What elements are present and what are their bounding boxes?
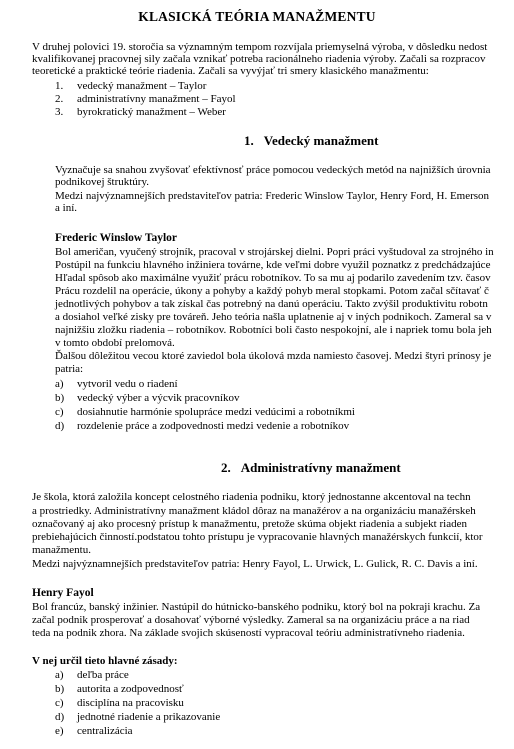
list-item: c) disciplína na pracovisku: [55, 697, 184, 709]
section-paragraph-line: Je škola, ktorá založila koncept celostného riadenia podniku, ktorý jednostanne akcentoval na techn: [32, 491, 471, 503]
bio-line: najnižšiu zložku riadenia – robotníkov. Robotníci boli často nespokojní, ale i napriek tomu bola jeh: [55, 324, 492, 336]
section-paragraph-line: Medzi najvýznamnejších predstaviteľov patria: Frederic Winslow Taylor, Henry Ford, H. Emerson: [55, 190, 490, 202]
list-item: b) vedecký výber a výcvik pracovníkov: [55, 392, 240, 404]
section-paragraph-line: podnikovej štruktúry.: [55, 176, 149, 188]
section-paragraph-line: Vyznačuje sa snahou zvyšovať efektívnosť práce pomocou vedeckých metód na najnižších úrovnia: [55, 164, 491, 176]
bio-line: začal podnik prosperovať a dosahovať výborné výsledky. Zameral sa na organizáciu práce a na riad: [32, 614, 470, 626]
bio-line: Prácu rozdelil na operácie, úkony a pohyby a každý pohyb meral stopkami. Potom začal sčítavať č: [55, 285, 489, 297]
person-heading: Henry Fayol: [32, 587, 94, 599]
section-paragraph-line: označovaný aj ako procesný prístup k manažmentu, pretože skúma objekt riadenia a subjekt riaden: [32, 518, 467, 530]
intro-line: V druhej polovici 19. storočia sa významným tempom rozvíjala priemyselná výroba, v dôsledku nedost: [32, 41, 488, 53]
person-heading: Frederic Winslow Taylor: [55, 232, 178, 244]
bio-line: Postúpil na funkciu hlavného inžiniera továrne, kde veľmi dobre využil poznatkz z predchádzajúce: [55, 259, 491, 271]
intro-list-item: 1. vedecký manažment – Taylor: [55, 80, 207, 92]
section-paragraph-line: Medzi najvýznamnejších predstaviteľov patria: Henry Fayol, L. Urwick, L. Gulick, R. C. Davis a iní.: [32, 558, 478, 570]
section-paragraph-line: a iní.: [55, 202, 77, 214]
section-paragraph-line: prebiehajúcich činností.podstatou tohto prístupu je vypracovanie hlavných manažérskych funkcií, ktor: [32, 531, 483, 543]
list-item: a) vytvoril vedu o riadení: [55, 378, 178, 390]
bio-line: patria:: [55, 363, 84, 375]
bio-line: Hľadal spôsob ako maximálne využiť prácu robotníkov. To sa mu aj podarilo zavedením tzv. časov: [55, 272, 491, 284]
section-heading: 2. Administratívny manažment: [221, 460, 401, 475]
bio-line: a dosiahol veľké zisky pre továreň. Jeho teória našla uplatnenie aj v iných podnikoch. Zameral sa v: [55, 311, 492, 323]
intro-list-item: 2. administratívny manažment – Fayol: [55, 93, 236, 105]
bio-line: Ďalšou dôležitou vecou ktoré zaviedol bola úkolová mzda namiesto časovej. Medzi štyri prínosy je: [55, 350, 492, 362]
bio-line: Bol američan, vyučený strojník, pracoval v strojárskej dielni. Popri práci vyštudoval za strojného in: [55, 246, 494, 258]
section-paragraph-line: manažmentu.: [32, 544, 91, 556]
list-item: a) deľba práce: [55, 669, 129, 681]
bio-line: Bol francúz, banský inžinier. Nastúpil do hútnicko-banského podniku, ktorý bol na pokraji krachu. Za: [32, 601, 481, 613]
bio-line: teda na podnik zhora. Na základe svojich skúseností vypracoval teóriu administratívneho riadenia.: [32, 627, 465, 639]
list-item: e) centralizácia: [55, 725, 133, 737]
document-title: KLASICKÁ TEÓRIA MANAŽMENTU: [138, 9, 376, 24]
bio-line: v tomto období prelomová.: [55, 337, 175, 349]
bio-line: jednotlivých pohybov a tak získal čas potrebný na danú operáciu. Takto zvýšil produktivitu robotn: [55, 298, 488, 310]
intro-line: teoretické a praktické teórie riadenia. Začali sa vyvýjať tri smery klasického manažmentu:: [32, 65, 429, 77]
principles-heading: V nej určil tieto hlavné zásady:: [32, 655, 178, 667]
intro-list-item: 3. byrokratický manažment – Weber: [55, 106, 226, 118]
list-item: c) dosiahnutie harmónie spolupráce medzi vedúcimi a robotníkmi: [55, 406, 355, 418]
intro-line: kvalifikovanej pracovnej sily začala vznikať potreba racionálneho riadenia výroby. Začali sa rozpracov: [32, 53, 486, 65]
list-item: d) jednotné riadenie a prikazovanie: [55, 711, 221, 723]
section-paragraph-line: a prostriedky. Administratívny manažment kládol dôraz na manažérov a na organizáciu manažérskeh: [32, 505, 476, 517]
section-heading: 1. Vedecký manažment: [244, 133, 379, 148]
list-item: d) rozdelenie práce a zodpovednosti medzi vedenie a robotníkov: [55, 420, 350, 432]
list-item: b) autorita a zodpovednosť: [55, 683, 184, 695]
